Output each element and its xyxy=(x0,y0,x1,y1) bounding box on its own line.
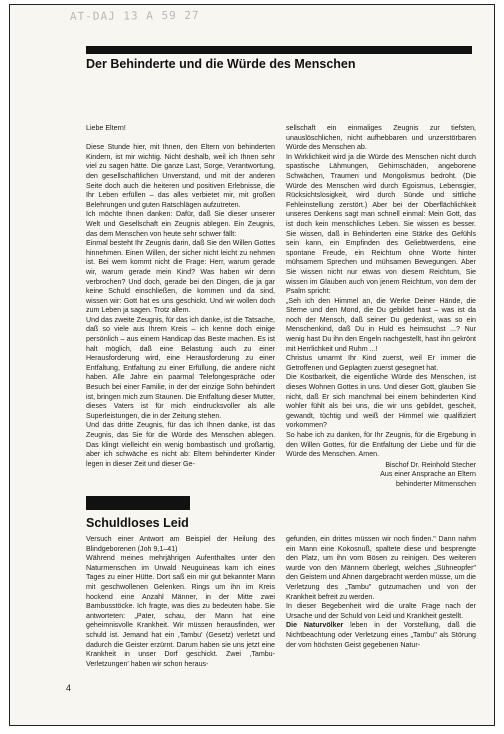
article-title: Der Behinderte und die Würde des Menschen xyxy=(86,57,356,71)
article-title: Schuldloses Leid xyxy=(86,516,189,530)
paragraph: Die Kostbarkeit, die eigentliche Würde des Menschen, ist dieses Wohnen Gottes in uns. Und dieser Gott, glauben Sie nicht, daß Er sich manchmal bei einem behinderten Kind wohler fühlt als bei uns, die wir uns gebildet, gescheit, gewandt, tüchtig und weiß der Himmel wie qualifiziert vorkommen? xyxy=(286,373,476,430)
section-marker-block xyxy=(86,496,190,510)
paragraph-text: leben in der Vorstellung, daß die Nichtbeachtung oder Verletzung eines „Tambu" als Störung der vom höchsten Geist gegebenen Natur- xyxy=(286,621,477,649)
paragraph: sellschaft ein einmaliges Zeugnis zur tiefsten, unauslöschlichen, nicht aufhebbaren und unzerstörbaren Würde des Menschen ab. xyxy=(286,124,476,152)
subtitle: Versuch einer Antwort am Beispiel der Heilung des Blindgeborenen (Joh 9,1–41) xyxy=(86,535,275,553)
magazine-page xyxy=(9,4,495,726)
paragraph: Einmal besteht Ihr Zeugnis darin, daß Sie den Willen Gottes hinnehmen. Einen Willen, der sicher nicht leicht zu nehmen ist. Bei wem kommt nicht die Frage: Herr, warum gerade wir, warum gerade mein Kind? Was haben wir denn verbrochen? Und doch, gerade bei den Dingen, die ja gar keine Schuld einschließen, die kommen und da sind, wissen wir: Gott hat es uns geschickt. Und wir wollen doch zum Leben ja sagen. Trotz allem. xyxy=(86,239,275,315)
paragraph: Und das dritte Zeugnis, für das ich Ihnen danke, ist das Zeugnis, das Sie für die Würde des Menschen ablegen. Das klingt vielleicht ein wenig bombastisch und großartig, aber ich schwäche es nicht ab: Eltern behinderter Kinder legen in dieser Zeit und dieser Ge- xyxy=(86,421,275,468)
paragraph: Während meines mehrjährigen Aufenthaltes unter den Naturmenschen im Urwald Neuguineas kam ich eines Tages zu einer Hütte. Dort saß ein mir gut bekannter Mann mit geschwollenen Gelenken. Rings um ihn im Kreis hockend eine Anzahl Männer, in der Mitte zwei Bambusstöcke. Ich fragte, was dies zu bedeuten habe. Sie antworteten: „Pater, schau, der Mann hat eine geheimnisvolle Krankheit. Wir müssen herausfinden, wer schuld ist. Jemand hat ein ,Tambu' (Gesetz) verletzt und dadurch die Geister erzürnt. Darum haben sie uns jetzt eine Krankheit in unser Dorf geschickt. Zwei ,Tambu-Verletzungen' haben wir schon heraus- xyxy=(86,554,275,668)
bold-lead: Die Naturvölker xyxy=(286,621,344,630)
paragraph xyxy=(286,621,476,650)
paragraph: Christus umarmt Ihr Kind zuerst, weil Er immer die Getroffenen und Geplagten zuerst gesegnet hat. xyxy=(286,354,476,372)
paragraph: Und das zweite Zeugnis, für das ich danke, ist die Tatsache, daß so viele aus Ihrem Kreis – ich kenne doch einige persönlich – aus einem Handicap das Beste machen. Es ist halt möglich, daß eine Belastung auch zu einer Herausforderung wird, eine Herausforderung zu einer Entfaltung, Entfaltung zu einer Erfüllung, die andere nicht haben. Alle Jahre ein paarmal Telefongespräche oder Besuch bei einer Familie, in der der einzige Sohn behindert ist, bringen mich zum Staunen. Die Entfaltung dieser Mutter, dieses Vaters ist für mich eindrucksvoller als alle Superleistungen, die in der Zeitung stehen. xyxy=(86,315,275,420)
author-name: Bischof Dr. Reinhold Stecher xyxy=(385,460,476,469)
source-line: behinderter Mitmenschen xyxy=(395,479,476,488)
article-right-column xyxy=(286,124,476,490)
article-left-column xyxy=(86,535,275,669)
salutation: Liebe Eltern! xyxy=(86,124,126,132)
source-line: Aus einer Ansprache an Eltern xyxy=(380,470,476,479)
paragraph: Ich möchte Ihnen danken: Dafür, daß Sie dieser unserer Welt und Gesellschaft ein Zeugnis ablegen. Ein Zeugnis, das dem Menschen von heute sehr schwer fällt: xyxy=(86,210,275,238)
paragraph: In dieser Begebenheit wird die uralte Frage nach der Ursache und der Schuld von Leid und Krankheit gestellt. xyxy=(286,602,476,620)
paragraph: gefunden, ein drittes müssen wir noch finden." Dann nahm ein Mann eine Kokosnuß, spaltete diese und besprengte den Platz, um ihn vom Bösen zu reinigen. Des weiteren wurde von den Männern überlegt, welches „Sühneopfer" den Geistern und Ahnen dargebracht werden müsse, um die Verletzung des „Tambu" gutzumachen und von der Krankheit befreit zu werden. xyxy=(286,535,476,601)
psalm-quote: „Seh ich den Himmel an, die Werke Deiner Hände, die Sterne und den Mond, die Du gebildet hast – was ist da noch der Mensch, daß seiner Du gedenkst, was so ein Menschenkind, daß Du in Huld es heimsuchst ...? Nur wenig hast Du ihn den Engeln nachgestellt, hast ihn gekrönt mit Herrlichkeit und Ruhm ...! xyxy=(286,296,476,353)
paragraph: In Wirklichkeit wird ja die Würde des Menschen nicht durch spastische Lähmungen, Gehirnschäden, angeborene Schwächen, Traumen und Mongolismus bedroht. (Die Würde des Menschen wird durch Egoismus, Lebensgier, Rücksichtslosigkeit, wird durch Sünde und sittliche Fehleinstellung zerstört.) Aber bei der Oberflächlichkeit unseres Denkens sagt man schnell einmal: Mein Gott, das ist doch kein menschliches Leben. Sie wissen es besser. Sie wissen, daß in Behinderten eine Stärke des Gefühls sein kann, ein Empfinden des Geliebtwerdens, eine spontane Freude, ein Reichtum ohne Worte hinter mühsamem Sprechen und mühsamen Bewegungen. Aber Sie wissen nicht nur etwas von diesem Reichtum, Sie wissen im Glauben auch von jenem Reichtum, von dem der Psalm spricht: xyxy=(286,152,476,296)
author-signature xyxy=(286,461,476,490)
title-rule xyxy=(86,46,472,54)
paragraph: So habe ich zu danken, für Ihr Zeugnis, für die Ergebung in den Willen Gottes, für die Entfaltung der Liebe und für die Würde des Menschen. Amen. xyxy=(286,431,476,459)
page-number: 4 xyxy=(66,683,72,693)
paragraph: Diese Stunde hier, mit Ihnen, den Eltern von behinderten Kindern, ist mir wichtig. Nicht deshalb, weil ich Ihnen sehr viel zu sagen hätte. Die ganze Last, Sorge, Verantwortung, den gesellschaftlichen Unverstand, und mit der anderen Seite doch auch die heiteren und positiven Erlebnisse, die Ihr Leben erfüllen – das alles verbietet mir, mit großen Belehrungen und guten Ratschlägen aufzutreten. xyxy=(86,143,275,209)
article-left-column xyxy=(86,124,275,469)
archive-stamp: AT-DAJ 13 A 59 27 xyxy=(69,8,200,23)
article-right-column xyxy=(286,535,476,650)
